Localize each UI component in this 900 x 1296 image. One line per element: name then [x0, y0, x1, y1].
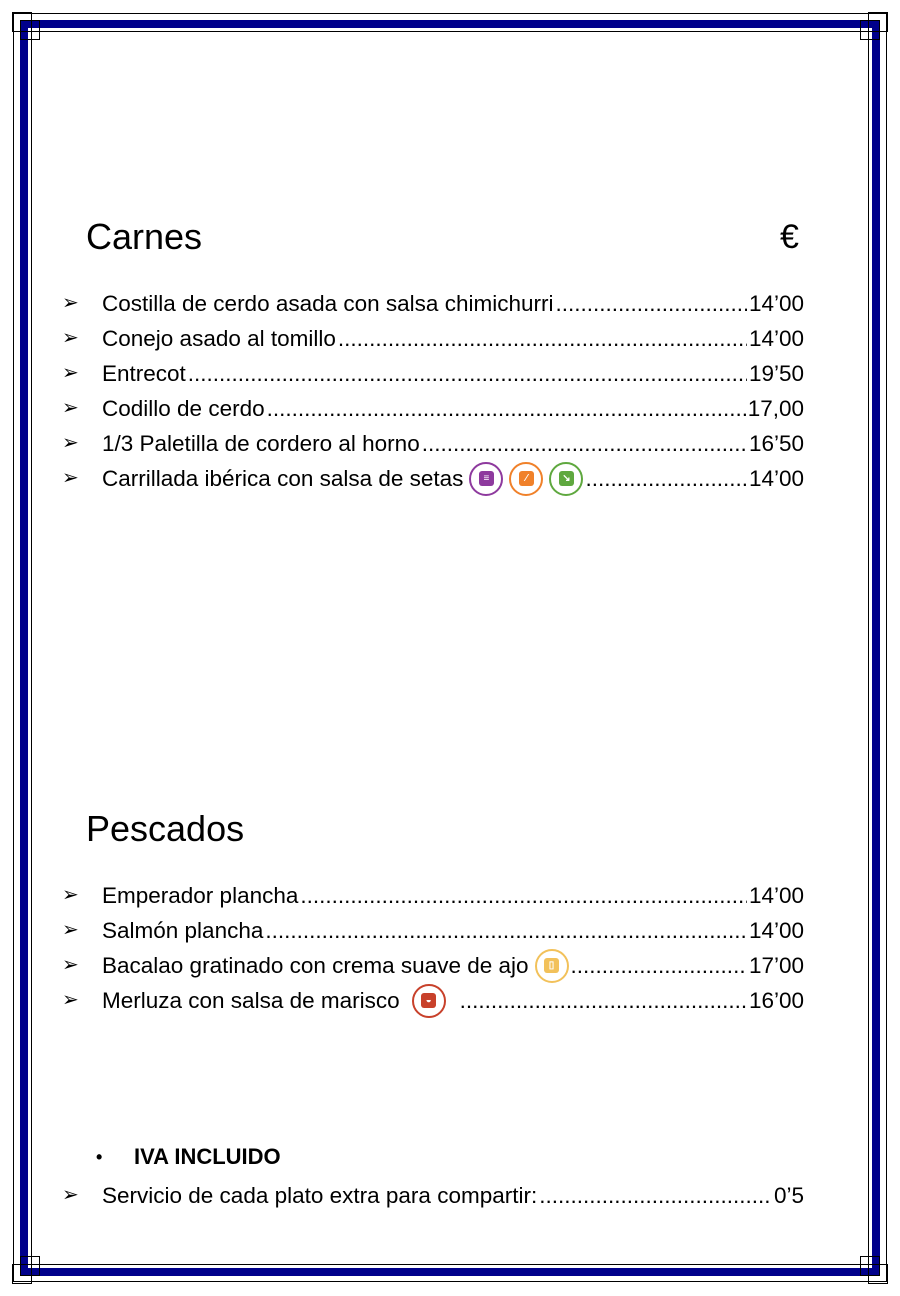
arrow-bullet-icon: ➢: [62, 467, 79, 489]
arrow-bullet-icon: ➢: [62, 327, 79, 349]
arrow-bullet-icon: ➢: [62, 292, 79, 314]
menu-item: [60, 461, 804, 496]
leader-dots: [585, 461, 747, 496]
item-name: Salmón plancha: [102, 918, 264, 943]
menu-item: [60, 948, 804, 983]
item-price: 0’5: [773, 1183, 804, 1208]
item-price: 17,00: [747, 396, 804, 421]
carnes-list: [60, 286, 804, 496]
pescados-title: Pescados: [86, 808, 245, 849]
item-name: Carrillada ibérica con salsa de setas: [102, 466, 464, 491]
leader-dots: [460, 983, 747, 1018]
menu-item: [60, 913, 804, 948]
leader-dots: [555, 286, 746, 321]
arrow-bullet-icon: ➢: [62, 397, 79, 419]
item-price: 19’50: [748, 361, 804, 386]
allergen-celery-icon: ⁄: [509, 462, 543, 496]
leader-dots: [188, 356, 747, 391]
menu-item: [60, 983, 804, 1018]
item-name: Emperador plancha: [102, 883, 299, 908]
allergen-sulphites-icon: ≡: [469, 462, 503, 496]
item-price: 14’00: [748, 291, 804, 316]
menu-item: [60, 391, 804, 426]
leader-dots: [571, 948, 747, 983]
leader-dots: [338, 321, 747, 356]
arrow-bullet-icon: ➢: [62, 362, 79, 384]
item-price: 14’00: [748, 918, 804, 943]
item-price: 14’00: [748, 326, 804, 351]
corner-ornament-bottom-right: [858, 1254, 888, 1284]
iva-text: IVA INCLUIDO: [134, 1144, 281, 1169]
leader-dots: [265, 913, 747, 948]
leader-dots: [300, 878, 747, 913]
item-name: Bacalao gratinado con crema suave de ajo: [102, 953, 529, 978]
bullet-icon: •: [96, 1146, 103, 1167]
item-name: Codillo de cerdo: [102, 396, 265, 421]
arrow-bullet-icon: ➢: [62, 1184, 79, 1206]
item-name: Servicio de cada plato extra para compartir:: [102, 1183, 538, 1208]
arrow-bullet-icon: ➢: [62, 989, 79, 1011]
leader-dots: [539, 1178, 772, 1213]
leader-dots: [267, 391, 746, 426]
menu-item: [60, 878, 804, 913]
menu-item: [60, 356, 804, 391]
arrow-bullet-icon: ➢: [62, 919, 79, 941]
menu-item: [60, 321, 804, 356]
menu-item: [60, 426, 804, 461]
allergen-mustard-icon: ↘: [549, 462, 583, 496]
allergen-crustaceans-icon: ◒: [412, 984, 446, 1018]
service-list: [60, 1178, 804, 1213]
menu-item: [60, 286, 804, 321]
arrow-bullet-icon: ➢: [62, 432, 79, 454]
arrow-bullet-icon: ➢: [62, 884, 79, 906]
carnes-title: Carnes: [86, 216, 203, 257]
iva-note: [96, 1144, 281, 1170]
item-name: Conejo asado al tomillo: [102, 326, 336, 351]
item-name: Entrecot: [102, 361, 186, 386]
item-name: 1/3 Paletilla de cordero al horno: [102, 431, 420, 456]
item-price: 16’00: [748, 988, 804, 1013]
corner-ornament-top-left: [12, 12, 42, 42]
leader-dots: [422, 426, 747, 461]
item-name: Costilla de cerdo asada con salsa chimichurri: [102, 291, 554, 316]
item-price: 16’50: [748, 431, 804, 456]
item-price: 14’00: [748, 466, 804, 491]
arrow-bullet-icon: ➢: [62, 954, 79, 976]
currency-symbol: €: [780, 218, 799, 256]
corner-ornament-bottom-left: [12, 1254, 42, 1284]
pescados-list: [60, 878, 804, 1018]
item-price: 14’00: [748, 883, 804, 908]
allergen-milk-icon: ▯: [535, 949, 569, 983]
menu-item: [60, 1178, 804, 1213]
corner-ornament-top-right: [858, 12, 888, 42]
item-name: Merluza con salsa de marisco: [102, 988, 400, 1013]
item-price: 17’00: [748, 953, 804, 978]
